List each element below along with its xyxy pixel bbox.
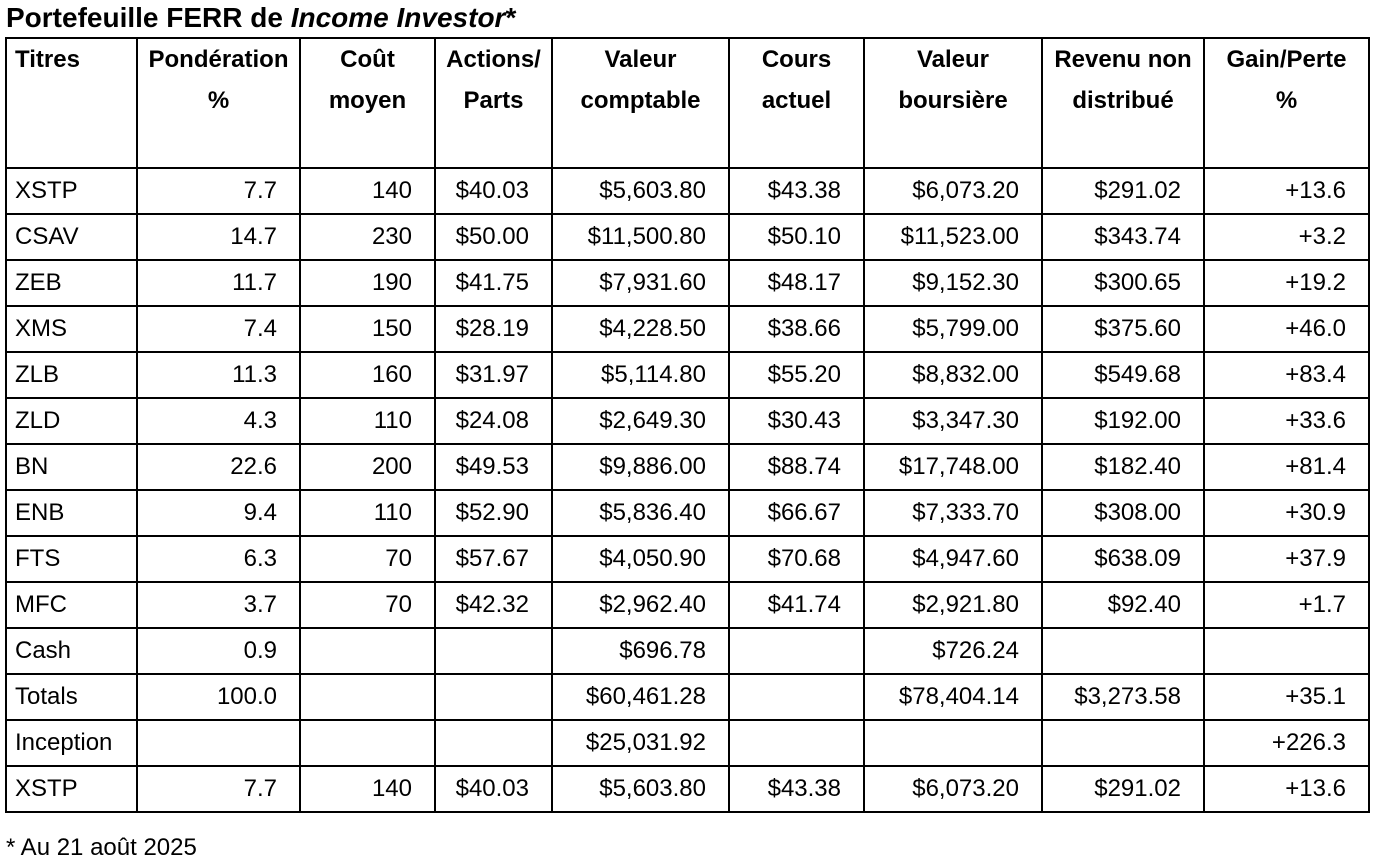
table-cell: $28.19 [435,306,552,352]
table-row [6,214,1369,260]
table-cell: $42.32 [435,582,552,628]
table-row [6,720,1369,766]
table-cell: 150 [300,306,435,352]
table-cell: 3.7 [137,582,300,628]
column-header: Valeur comptable [552,38,729,168]
column-header: Actions/ Parts [435,38,552,168]
table-row [6,168,1369,214]
table-cell: +83.4 [1204,352,1369,398]
title-prefix: Portefeuille FERR de [6,2,291,33]
table-cell: 160 [300,352,435,398]
table-cell: 70 [300,536,435,582]
table-cell: $192.00 [1042,398,1204,444]
table-body [6,168,1369,812]
column-header: Pondération % [137,38,300,168]
table-cell [435,628,552,674]
table-cell: $308.00 [1042,490,1204,536]
table-row [6,398,1369,444]
table-cell: $41.74 [729,582,864,628]
table-cell: +3.2 [1204,214,1369,260]
table-cell: $78,404.14 [864,674,1042,720]
table-cell: XMS [6,306,137,352]
table-cell: 7.4 [137,306,300,352]
table-cell: ZLD [6,398,137,444]
table-row [6,306,1369,352]
table-cell: 110 [300,398,435,444]
table-cell: $60,461.28 [552,674,729,720]
table-cell: $66.67 [729,490,864,536]
table-cell [435,720,552,766]
table-cell: $291.02 [1042,766,1204,812]
table-cell [1042,628,1204,674]
table-cell: +46.0 [1204,306,1369,352]
table-cell: +19.2 [1204,260,1369,306]
table-cell [300,628,435,674]
table-cell: $92.40 [1042,582,1204,628]
table-cell: $4,228.50 [552,306,729,352]
table-cell: $6,073.20 [864,168,1042,214]
table-cell: Cash [6,628,137,674]
table-row [6,536,1369,582]
table-cell: $31.97 [435,352,552,398]
table-cell: 11.7 [137,260,300,306]
table-cell: $375.60 [1042,306,1204,352]
table-cell: $300.65 [1042,260,1204,306]
table-cell: +33.6 [1204,398,1369,444]
table-cell: CSAV [6,214,137,260]
table-cell: $25,031.92 [552,720,729,766]
table-cell: 70 [300,582,435,628]
table-cell: +37.9 [1204,536,1369,582]
table-cell: $48.17 [729,260,864,306]
column-header: Valeur boursière [864,38,1042,168]
column-header: Coût moyen [300,38,435,168]
table-cell [1042,720,1204,766]
table-cell: +35.1 [1204,674,1369,720]
table-cell: +226.3 [1204,720,1369,766]
table-cell: $549.68 [1042,352,1204,398]
table-row [6,582,1369,628]
table-cell: ZLB [6,352,137,398]
title-suffix: * [505,2,517,33]
table-cell: MFC [6,582,137,628]
table-cell: 7.7 [137,168,300,214]
table-row [6,444,1369,490]
table-row [6,490,1369,536]
column-header: Cours actuel [729,38,864,168]
table-cell: 140 [300,168,435,214]
table-cell: 230 [300,214,435,260]
table-row [6,766,1369,812]
table-cell: $726.24 [864,628,1042,674]
table-cell: +1.7 [1204,582,1369,628]
table-cell: 200 [300,444,435,490]
table-cell: $2,921.80 [864,582,1042,628]
table-cell [1204,628,1369,674]
table-cell: $6,073.20 [864,766,1042,812]
table-cell: $5,114.80 [552,352,729,398]
table-cell [729,674,864,720]
table-cell: $43.38 [729,766,864,812]
table-row [6,674,1369,720]
page-title [6,0,516,36]
table-cell: $7,333.70 [864,490,1042,536]
table-cell: $50.10 [729,214,864,260]
table-cell: ENB [6,490,137,536]
column-header: Revenu non distribué [1042,38,1204,168]
table-cell: 11.3 [137,352,300,398]
table-cell: 190 [300,260,435,306]
footnote: * Au 21 août 2025 [6,834,197,861]
table-cell: +30.9 [1204,490,1369,536]
table-cell: $5,603.80 [552,766,729,812]
table-cell: $4,947.60 [864,536,1042,582]
table-cell: XSTP [6,168,137,214]
table-cell: $38.66 [729,306,864,352]
table-cell [864,720,1042,766]
table-cell: $50.00 [435,214,552,260]
table-cell: $88.74 [729,444,864,490]
table-cell: $9,886.00 [552,444,729,490]
table-cell: $2,649.30 [552,398,729,444]
table-cell: XSTP [6,766,137,812]
table-cell: $4,050.90 [552,536,729,582]
table-cell: $343.74 [1042,214,1204,260]
table-cell: $5,799.00 [864,306,1042,352]
table-cell: 4.3 [137,398,300,444]
table-cell: $291.02 [1042,168,1204,214]
table-cell: $41.75 [435,260,552,306]
table-cell: 110 [300,490,435,536]
table-cell: +13.6 [1204,168,1369,214]
column-header: Titres [6,38,137,168]
table-cell: $9,152.30 [864,260,1042,306]
table-cell: +81.4 [1204,444,1369,490]
table-row [6,260,1369,306]
table-cell: $5,836.40 [552,490,729,536]
table-cell: $17,748.00 [864,444,1042,490]
table-cell: $11,500.80 [552,214,729,260]
table-cell: FTS [6,536,137,582]
portfolio-table [5,37,1370,813]
table-cell: $696.78 [552,628,729,674]
table-cell: Totals [6,674,137,720]
table-cell: 100.0 [137,674,300,720]
table-cell: +13.6 [1204,766,1369,812]
table-cell: 0.9 [137,628,300,674]
table-header-row [6,38,1369,168]
table-cell: $24.08 [435,398,552,444]
table-cell [300,674,435,720]
table-cell: ZEB [6,260,137,306]
table-cell: $30.43 [729,398,864,444]
table-cell: $3,273.58 [1042,674,1204,720]
table-cell: $40.03 [435,168,552,214]
table-cell: 7.7 [137,766,300,812]
column-header: Gain/Perte % [1204,38,1369,168]
table-cell: $182.40 [1042,444,1204,490]
table-cell: $11,523.00 [864,214,1042,260]
table-cell: $49.53 [435,444,552,490]
table-cell: $2,962.40 [552,582,729,628]
table-row [6,352,1369,398]
table-cell [137,720,300,766]
table-cell: 22.6 [137,444,300,490]
table-row [6,628,1369,674]
table-cell: $52.90 [435,490,552,536]
table-cell: 140 [300,766,435,812]
table-cell: $638.09 [1042,536,1204,582]
table-cell: 14.7 [137,214,300,260]
table-cell: $5,603.80 [552,168,729,214]
table-cell [300,720,435,766]
table-cell: 6.3 [137,536,300,582]
table-cell: $40.03 [435,766,552,812]
table-cell: Inception [6,720,137,766]
table-cell: 9.4 [137,490,300,536]
table-cell: $8,832.00 [864,352,1042,398]
table-cell [729,720,864,766]
table-cell: $57.67 [435,536,552,582]
table-cell: $70.68 [729,536,864,582]
table-cell: $7,931.60 [552,260,729,306]
table-cell: $3,347.30 [864,398,1042,444]
table-cell: $55.20 [729,352,864,398]
table-cell: $43.38 [729,168,864,214]
table-cell [435,674,552,720]
table-cell: BN [6,444,137,490]
title-italic: Income Investor [290,2,506,33]
table-cell [729,628,864,674]
